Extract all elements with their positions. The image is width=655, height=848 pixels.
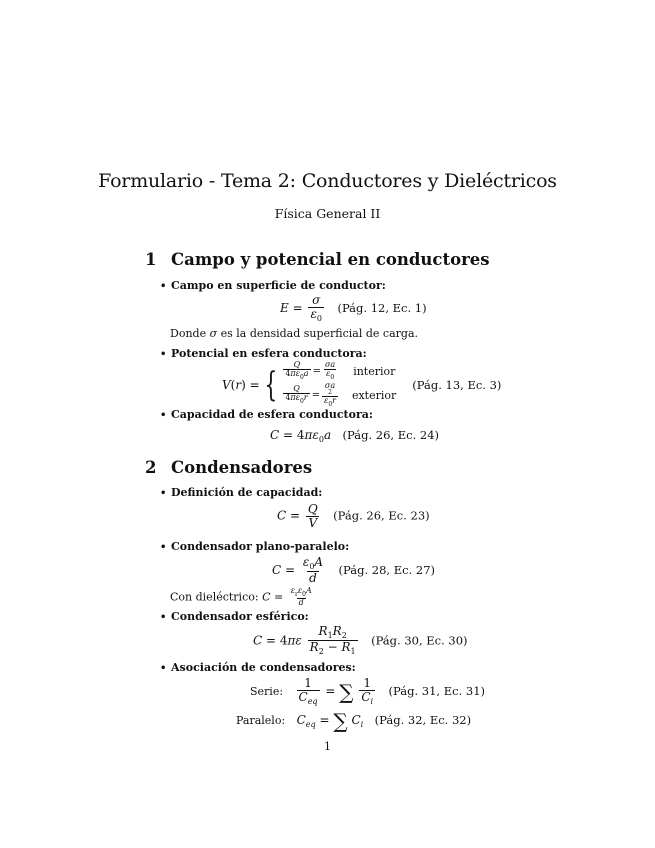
left-brace: { [264,364,277,405]
paralelo-label: Paralelo: [236,714,286,727]
section-1-heading [145,250,490,269]
equation-capacidad-esfera: $C = 4\pi\varepsilon_0a$ (Pág. 26, Ec. 24) [270,428,439,444]
equation-ref: (Pág. 30, Ec. 30) [371,633,468,648]
bullet-label: Asociación de condensadores: [171,661,356,674]
note-campo-superficie: Donde σ es la densidad superficial de carga. [170,327,418,340]
bullet-dot: • [160,663,167,674]
equation-definicion-capacidad: C = $\frac{Q}{V}$ (Pág. 26, Ec. 23) [277,502,430,530]
bullet-dot: • [160,488,167,499]
bullet-label: Condensador esférico: [171,610,309,623]
equation-ref: (Pág. 28, Ec. 27) [338,562,435,577]
note-text: Con dieléctrico: [170,590,263,604]
bullet-dot: • [160,281,167,292]
equation-ref: (Pág. 12, Ec. 1) [337,300,427,315]
equation-potencial-esfera: V(r) = { $\frac{Q}{4\pi\varepsilon_0a}$ = $\frac{\sigma a}{\varepsilon_0}$ interior $\frac{Q}{4\pi\varepsilon_0r}$ = σa 2 $\varepsilon_0r$ exterior (Pág. 13, Ec. 3) [222,360,502,409]
equation-plano-paralelo: C = $\frac{\varepsilon_0A}{d}$ (Pág. 28, Ec. 27) [272,555,435,586]
document-subtitle: Física General II [274,206,381,221]
bullet-label: Definición de capacidad: [171,486,323,499]
section-2-heading [145,458,312,477]
bullet-asociacion [160,661,356,674]
section-title: Campo y potencial en conductores [171,250,490,269]
bullet-label: Capacidad de esfera conductora: [171,408,373,421]
equation-ref: (Pág. 32, Ec. 32) [374,713,472,727]
serie-label: Serie: [250,684,284,698]
case-exterior: exterior [351,388,397,402]
equation-ref: (Pág. 26, Ec. 24) [342,428,439,442]
section-number: 1 [145,250,157,269]
equation-serie: Serie: $\frac{1}{C_{eq}}$ = ∑ $\frac{1}{C_i}$ (Pág. 31, Ec. 31) [250,676,485,706]
section-title: Condensadores [171,458,313,477]
bullet-esferico [160,610,309,623]
equation-ref: (Pág. 31, Ec. 31) [388,683,485,698]
note-plano-paralelo-dielectrico: Con dieléctrico: C = $\frac{\varepsilon_r\varepsilon_0A}{d}$ [170,586,312,608]
bullet-dot: • [160,612,167,623]
note-text: Donde [170,327,210,340]
page-number: 1 [324,740,331,753]
bullet-dot: • [160,349,167,360]
bullet-dot: • [160,542,167,553]
equation-paralelo: Paralelo: $C_{eq}$ = ∑ $C_i$ (Pág. 32, Ec. 32) [236,709,472,733]
equation-ref: (Pág. 13, Ec. 3) [412,377,502,392]
bullet-potencial-esfera [160,347,367,360]
bullet-definicion-capacidad [160,486,322,499]
document-title: Formulario - Tema 2: Conductores y Dieléctricos [98,170,557,192]
bullet-label: Potencial en esfera conductora: [171,347,367,360]
bullet-campo-superficie [160,279,386,292]
bullet-capacidad-esfera [160,408,373,421]
equation-campo-superficie: E = $\frac{\sigma}{\varepsilon_0}$ (Pág. 12, Ec. 1) [280,293,427,323]
equation-ref: (Pág. 26, Ec. 23) [333,508,430,523]
bullet-label: Condensador plano-paralelo: [171,540,350,553]
section-number: 2 [145,458,157,477]
equation-esferico: C = 4πε $\frac{R_1R_2}{R_2 - R_1}$ (Pág. 30, Ec. 30) [253,624,468,657]
note-text: es la densidad superficial de carga. [217,327,418,340]
bullet-dot: • [160,410,167,421]
bullet-plano-paralelo [160,540,349,553]
bullet-label: Campo en superficie de conductor: [171,279,386,292]
case-interior: interior [353,364,396,378]
